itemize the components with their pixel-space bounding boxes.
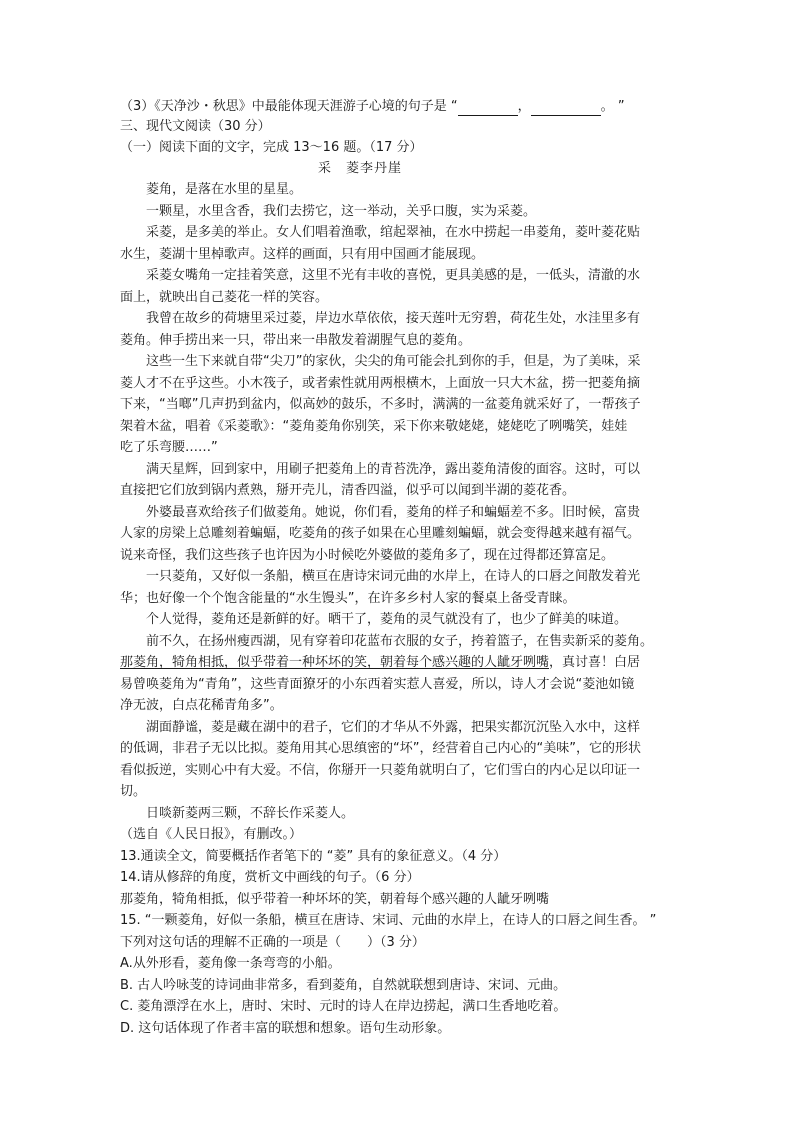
question-15-ask: 下列对这句话的理解不正确的一项是（ ）（3 分） [120, 935, 425, 950]
article-line: 面上，就映出自己菱花一样的笑容。 [120, 290, 329, 305]
article-line: 一只菱角，又好似一条船，横亘在唐诗宋词元曲的水岸上，在诗人的口唇之间散发着光 [146, 569, 641, 584]
article-line: 净无波，白点花稀青角多”。 [120, 698, 283, 713]
article-source: （选自《人民日报》，有删改。） [120, 827, 303, 842]
question-14: 14.请从修辞的角度，赏析文中画线的句子。（6 分） [120, 870, 420, 885]
article-line: 说来奇怪，我们这些孩子也许因为小时候吃外婆做的菱角多了，现在过得都还算富足。 [120, 548, 615, 563]
option-a[interactable]: A.从外形看，菱角像一条弯弯的小船。 [120, 956, 341, 971]
article-line: 架着木盆，唱着《采菱歌》：“菱角菱角你别笑，采下你来敬姥姥，姥姥吃了咧嘴笑，娃娃 [120, 419, 628, 434]
sub-heading: （一）阅读下面的文字，完成 13～16 题。（17 分） [120, 140, 423, 155]
underlined-sentence: 那菱角，犄角相抵，似乎带着一种坏坏的笑，朝着每个感兴趣的人龇牙咧嘴 [120, 655, 550, 670]
section-heading: 三、现代文阅读（30 分） [120, 119, 271, 134]
q3-prefix: （3）《天净沙・秋思》中最能体现天涯游子心境的句子是 “ [120, 99, 458, 114]
article-line: 吃了乐弯腰……” [120, 440, 218, 455]
article-line: 菱人才不在乎这些。小木筏子，或者索性就用两根横木，上面放一只大木盆，捞一把菱角摘 [120, 376, 641, 391]
q3-comma: ， [517, 99, 531, 114]
article-line-underlined [120, 654, 640, 672]
option-b[interactable]: B. 古人吟咏芰的诗词曲非常多，看到菱角，自然就联想到唐诗、宋词、元曲。 [120, 978, 567, 993]
question-14-quote: 那菱角，犄角相抵，似乎带着一种坏坏的笑，朝着每个感兴趣的人龇牙咧嘴 [120, 892, 550, 907]
q3-suffix: ” [617, 99, 625, 114]
article-line: 采菱，是多美的举止。女人们唱着渔歌，绾起翠袖，在水中捞起一串菱角，菱叶菱花贴 [146, 225, 641, 240]
article-line: 湖面静谧，菱是藏在湖中的君子，它们的才华从不外露，把果实都沉沉坠入水中，这样 [146, 720, 641, 735]
question-3-line [120, 98, 625, 116]
option-d[interactable]: D. 这句话体现了作者丰富的联想和想象。语句生动形象。 [120, 1021, 451, 1036]
article-line: 日啖新菱两三颗，不辞长作采菱人。 [146, 806, 355, 821]
line-tail: ，真讨喜！白居 [549, 655, 641, 670]
article-line: 切。 [120, 784, 147, 799]
article-line: 菱角，是落在水里的星星。 [146, 182, 303, 197]
article-line: 一颗星，水里含香，我们去捞它，这一举动，关乎口腹，实为采菱。 [146, 204, 537, 219]
article-line: 下来，“当啷”几声扔到盆内，似高妙的鼓乐，不多时，满满的一盆菱角就采好了，一帮孩子 [120, 397, 641, 412]
article-line: 华；也好像一个个饱含能量的“水生馒头”，在许多乡村人家的餐桌上备受青睐。 [120, 591, 576, 606]
article-line: 的低调，非君子无以比拟。菱角用其心思缜密的“坏”，经营着自己内心的“美味”，它的形状 [120, 741, 641, 756]
article-line: 外婆最喜欢给孩子们做菱角。她说，你们看，菱角的样子和蝙蝠差不多。旧时候，富贵 [146, 505, 641, 520]
question-13: 13.通读全文，简要概括作者笔下的 “菱” 具有的象征意义。（4 分） [120, 849, 507, 864]
article-line: 前不久，在扬州瘦西湖，见有穿着印花蓝布衣服的女子，挎着篮子，在售卖新采的菱角。 [146, 634, 654, 649]
question-15-stem: 15. “一颗菱角，好似一条船，横亘在唐诗、宋词、元曲的水岸上，在诗人的口唇之间生香。 ” [120, 913, 657, 928]
article-line: 水生，菱湖十里棹歌声。这样的画面，只有用中国画才能展现。 [120, 247, 485, 262]
article-line: 易曾唤菱角为“青角”，这些青面獠牙的小东西着实惹人喜爱，所以，诗人才会说“菱池如镜 [120, 677, 635, 692]
option-c[interactable]: C. 菱角漂浮在水上，唐时、宋时、元时的诗人在岸边捞起，满口生香地吃着。 [120, 999, 567, 1014]
q3-period: 。 [600, 99, 614, 114]
article-line: 满天星辉，回到家中，用刷子把菱角上的青苔洗净，露出菱角清俊的面容。这时，可以 [146, 462, 641, 477]
answer-blank-1[interactable] [458, 101, 518, 116]
article-line: 个人觉得，菱角还是新鲜的好。晒干了，菱角的灵气就没有了，也少了鲜美的味道。 [146, 612, 628, 627]
article-line: 看似扳逆，实则心中有大爱。不信，你掰开一只菱角就明白了，它们雪白的内心足以印证一 [120, 763, 641, 778]
article-line: 菱角。伸手捞出来一只，带出来一串散发着湖腥气息的菱角。 [120, 333, 472, 348]
article-line: 采菱女嘴角一定挂着笑意，这里不光有丰收的喜悦，更具美感的是，一低头，清澈的水 [146, 268, 641, 283]
article-line: 我曾在故乡的荷塘里采过菱，岸边水草依依，接天莲叶无穷碧，荷花生处，水洼里多有 [146, 311, 641, 326]
article-line: 这些一生下来就自带“尖刀”的家伙，尖尖的角可能会扎到你的手，但是，为了美味，采 [146, 354, 641, 369]
article-title: 采 菱李丹崖 [318, 161, 403, 176]
article-line: 直接把它们放到锅内煮熟，掰开壳儿，清香四溢，似乎可以闻到半湖的菱花香。 [120, 483, 576, 498]
article-line: 人家的房梁上总雕刻着蝙蝠，吃菱角的孩子如果在心里雕刻蝙蝠，就会变得越来越有福气。 [120, 526, 641, 541]
answer-blank-2[interactable] [531, 101, 601, 116]
